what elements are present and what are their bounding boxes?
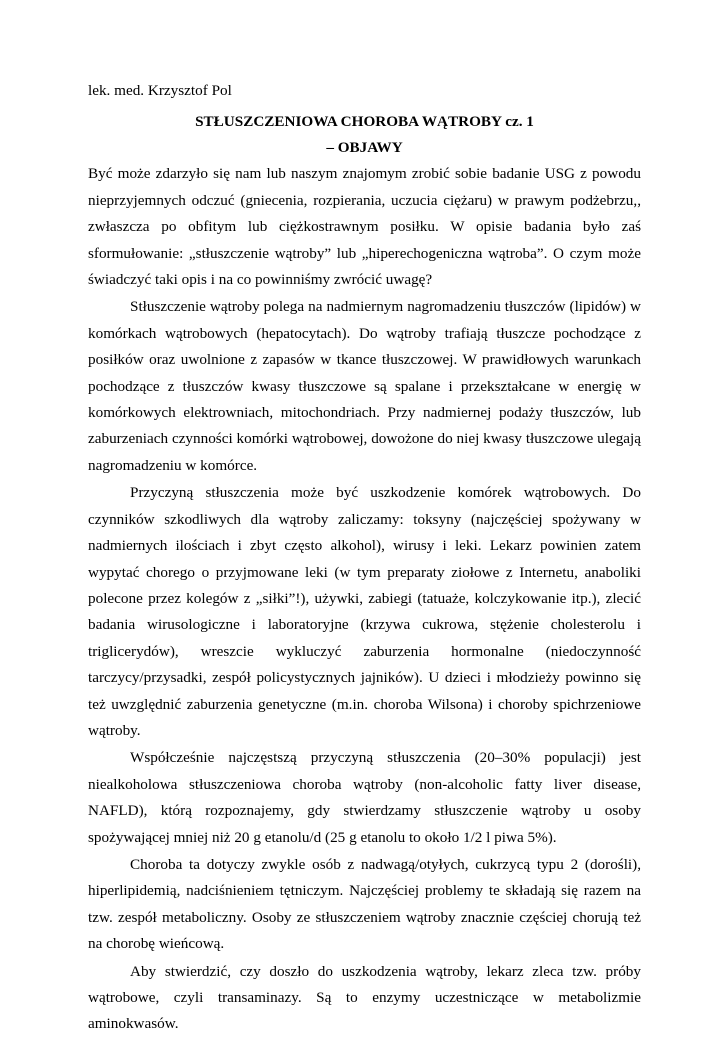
paragraph-diagnosis: Aby stwierdzić, czy doszło do uszkodzenia wątroby, lekarz zleca tzw. próby wątrobowe, czyli transaminazy. Są to enzymy uczestniczące w metabolizmie aminokwasów. [88,962,641,1033]
document-page [88,78,641,1038]
paragraph-risk-groups: Choroba ta dotyczy zwykle osób z nadwagą/otyłych, cukrzycą typu 2 (dorośli), hiperlipidemią, nadciśnieniem tętniczym. Najczęściej problemy te składają się razem na tzw. zespół metaboliczny. Osoby ze stłuszczeniem wątroby znacznie częściej chorują też na chorobę wieńcową. [88,855,641,953]
document-title: STŁUSZCZENIOWA CHOROBA WĄTROBY cz. 1 [195,113,534,131]
document-subtitle: – OBJAWY [326,139,403,157]
author-line: lek. med. Krzysztof Pol [88,82,232,99]
paragraph-intro: Być może zdarzyło się nam lub naszym znajomym zrobić sobie badanie USG z powodu nieprzyjemnych odczuć (gniecenia, rozpierania, uczucia ciężaru) w prawym podżebrzu,, zwłaszcza po obfitym lub ciężkostrawnym posiłku. W opisie badania było zaś sformułowanie: „stłuszczenie wątroby” lub „hiperechogeniczna wątroba”. O czym może świadczyć taki opis i na co powinniśmy zwrócić uwagę? [88,165,641,289]
paragraph-causes: Przyczyną stłuszczenia może być uszkodzenie komórek wątrobowych. Do czynników szkodliwych dla wątroby zaliczamy: toksyny (najczęściej spożywany w nadmiernych ilościach i zbyt często alkohol), wirusy i leki. Lekarz powinien zatem wypytać chorego o przyjmowane leki (w tym preparaty ziołowe z Internetu, anaboliki polecone przez kolegów z „siłki”!), używki, zabiegi (tatuaże, kolczykowanie itp.), zlecić badania wirusologiczne i laboratoryjne (krzywa cukrowa, stężenie cholesterolu i triglicerydów), wreszcie wykluczyć zaburzenia hormonalne (niedoczynność tarczycy/przysadki, zespół policystycznych jajników). U dzieci i młodzieży powinno się też uwzględnić zaburzenia genetyczne (m.in. choroba Wilsona) i choroby spichrzeniowe wątroby. [88,484,641,739]
paragraph-nafld: Współcześnie najczęstszą przyczyną stłuszczenia (20–30% populacji) jest niealkoholowa stłuszczeniowa choroba wątroby (non-alcoholic fatty liver disease, NAFLD), którą rozpoznajemy, gdy stwierdzamy stłuszczenie wątroby u osoby spożywającej mniej niż 20 g etanolu/d (25 g etanolu to około 1/2 l piwa 5%). [88,749,641,846]
paragraph-definition: Stłuszczenie wątroby polega na nadmiernym nagromadzeniu tłuszczów (lipidów) w komórkach wątrobowych (hepatocytach). Do wątroby trafiają tłuszcze pochodzące z posiłków oraz uwolnione z zapasów w tkance tłuszczowej. W prawidłowych warunkach pochodzące z tłuszczów kwasy tłuszczowe są spalane i przekształcane w energię w komórkowych elektrowniach, mitochondriach. Przy nadmiernej podaży tłuszczów, lub zaburzeniach czynności komórki wątrobowej, dowożone do niej kwasy tłuszczowe ulegają nagromadzeniu w komórce. [88,298,641,474]
